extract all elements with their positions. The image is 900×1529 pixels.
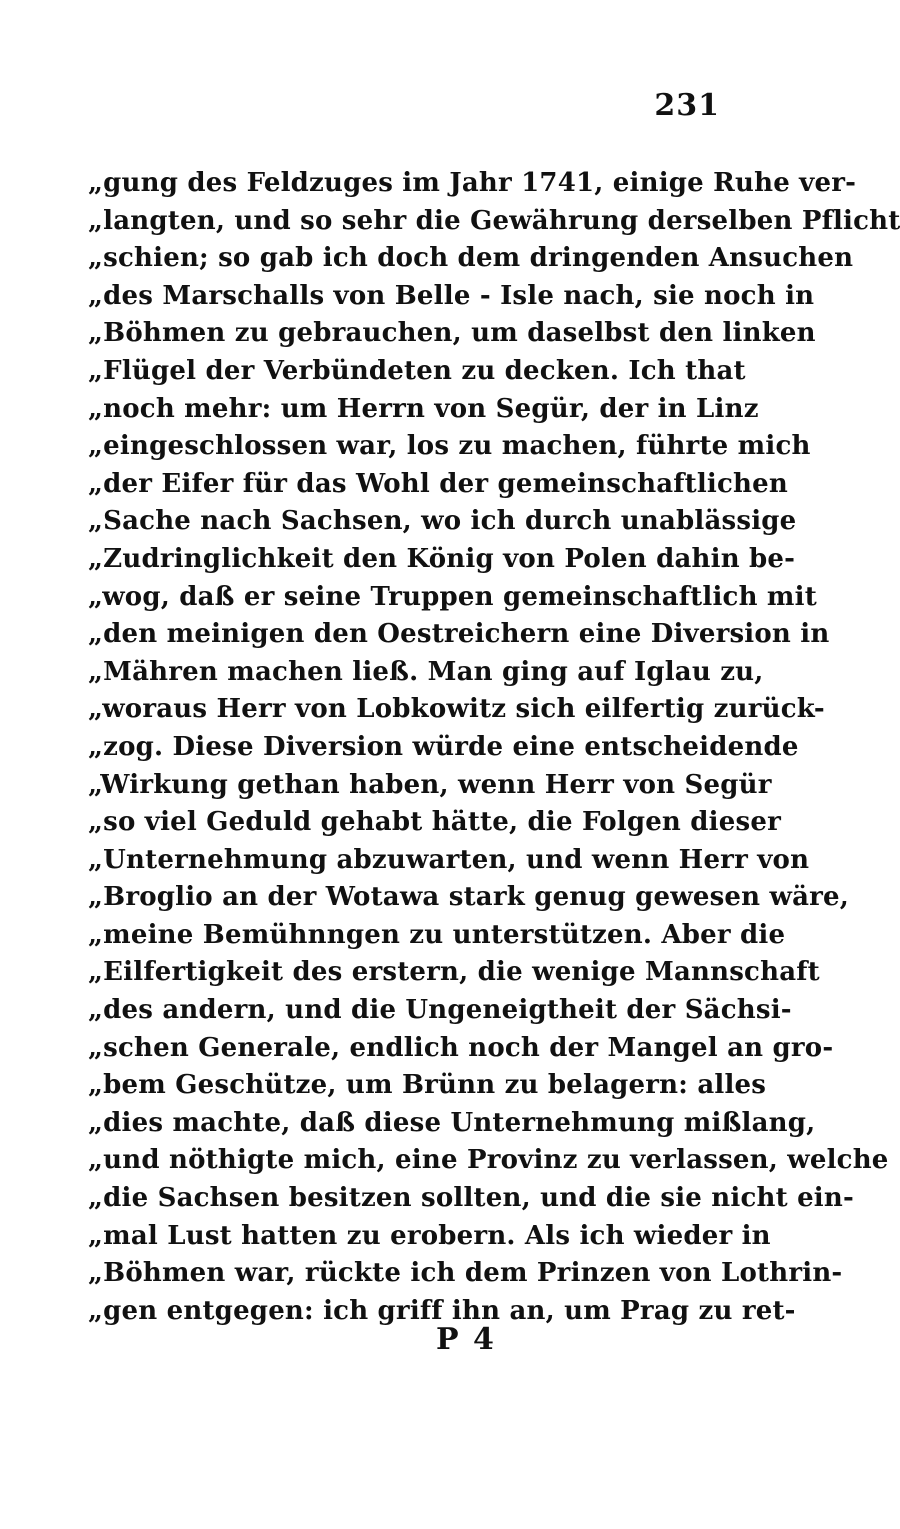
text-line: „wog, daß er seine Truppen gemeinschaftlich mit [88, 581, 817, 612]
text-line: „so viel Geduld gehabt hätte, die Folgen dieser [88, 807, 781, 838]
text-line: „woraus Herr von Lobkowitz sich eilfertig zurück- [88, 694, 825, 725]
text-line: „den meinigen den Oestreichern eine Diversion in [88, 619, 830, 650]
signature-mark: P 4 [436, 1322, 496, 1357]
text-line: „mal Lust hatten zu erobern. Als ich wieder in [88, 1220, 771, 1251]
text-line: „die Sachsen besitzen sollten, und die sie nicht ein- [88, 1183, 854, 1214]
text-line: „noch mehr: um Herrn von Segür, der in Linz [88, 393, 759, 424]
text-line: „eingeschlossen war, los zu machen, führte mich [88, 431, 811, 462]
text-line: „schien; so gab ich doch dem dringenden Ansuchen [88, 243, 854, 274]
text-line: „und nöthigte mich, eine Provinz zu verlassen, welche [88, 1145, 889, 1176]
text-line: „Flügel der Verbündeten zu decken. Ich that [88, 355, 746, 386]
text-line: „bem Geschütze, um Brünn zu belagern: alles [88, 1070, 767, 1101]
text-line: „Wirkung gethan haben, wenn Herr von Segür [88, 769, 772, 800]
text-line: „gen entgegen: ich griff ihn an, um Prag zu ret- [88, 1295, 796, 1326]
text-line: „schen Generale, endlich noch der Mangel an gro- [88, 1032, 834, 1063]
text-line: „Zudringlichkeit den König von Polen dahin be- [88, 543, 796, 574]
text-line: „des andern, und die Ungeneigtheit der Sächsi- [88, 995, 792, 1026]
text-line: „gung des Feldzuges im Jahr 1741, einige Ruhe ver- [88, 168, 857, 198]
text-line: „Mähren machen ließ. Man ging auf Iglau zu, [88, 656, 764, 687]
text-line: „Böhmen war, rückte ich dem Prinzen von Lothrin- [88, 1258, 843, 1289]
text-line: „meine Bemühnngen zu unterstützen. Aber die [88, 919, 786, 950]
text-line: „langten, und so sehr die Gewährung derselben Pflicht [88, 205, 900, 236]
text-line: „Böhmen zu gebrauchen, um daselbst den linken [88, 318, 816, 349]
text-line: „zog. Diese Diversion würde eine entscheidende [88, 731, 799, 762]
text-line: „des Marschalls von Belle - Isle nach, sie noch in [88, 280, 815, 311]
text-line: „Sache nach Sachsen, wo ich durch unablässige [88, 506, 797, 537]
page-number: 231 [654, 88, 720, 123]
text-line: „dies machte, daß diese Unternehmung mißlang, [88, 1107, 816, 1138]
text-line: „Broglio an der Wotawa stark genug gewesen wäre, [88, 882, 850, 913]
text-line: „Eilfertigkeit des erstern, die wenige Mannschaft [88, 957, 820, 988]
text-line: „Unternehmung abzuwarten, und wenn Herr von [88, 844, 810, 875]
body-text [88, 165, 900, 1330]
text-line: „der Eifer für das Wohl der gemeinschaftlichen [88, 468, 788, 499]
